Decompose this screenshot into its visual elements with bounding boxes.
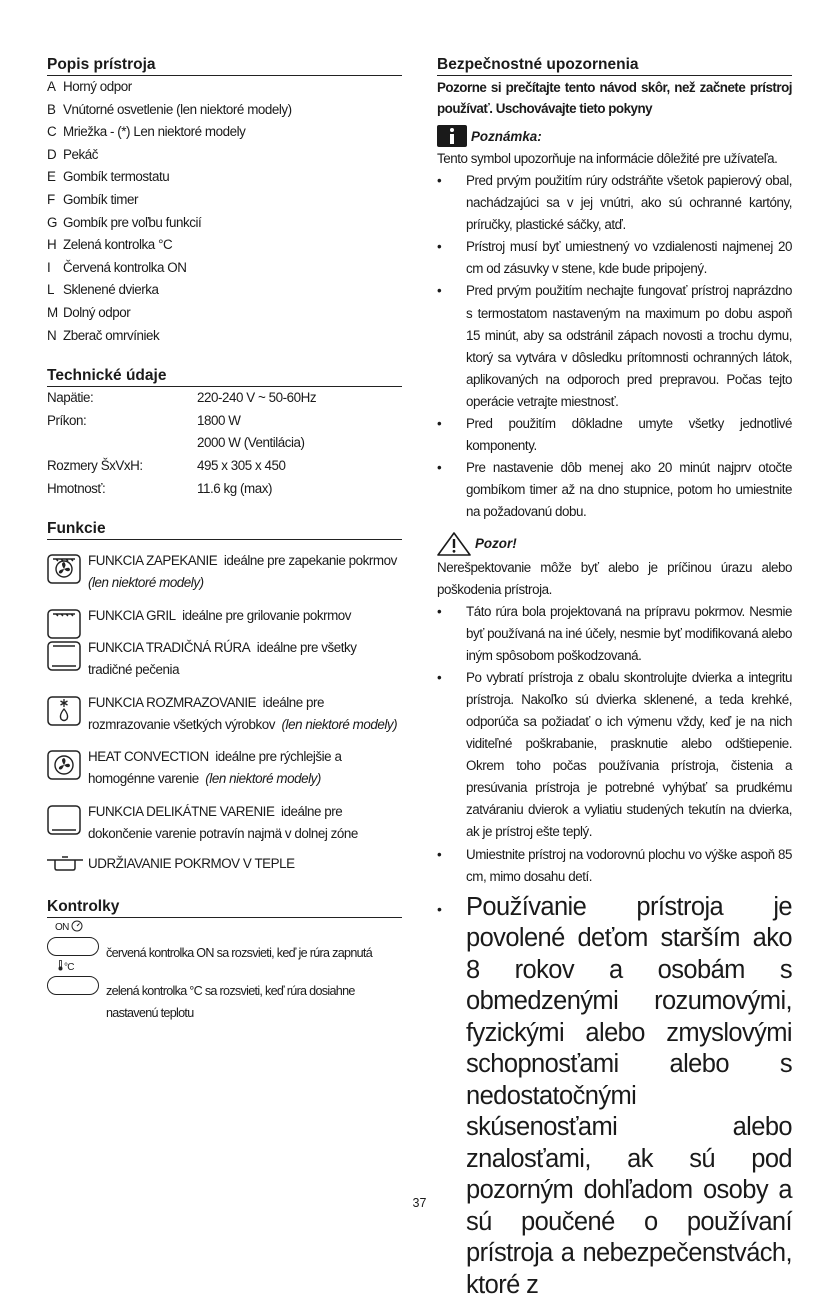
defrost-icon xyxy=(47,696,81,726)
green-light-text: zelená kontrolka °C sa rozsvieti, keď rúra dosiahne nastavenú teplotu xyxy=(106,983,355,1020)
parts-item-letter: C xyxy=(47,124,57,140)
parts-item-text: Dolný odpor xyxy=(63,304,131,320)
function-item xyxy=(47,637,402,682)
red-light-text: červená kontrolka ON sa rozsvieti, keď je rúra zapnutá xyxy=(106,945,373,960)
parts-item-letter: M xyxy=(47,304,58,320)
tech-key xyxy=(47,432,197,455)
page-number: 37 xyxy=(412,1196,427,1210)
traditional-icon xyxy=(47,641,81,671)
green-light-indicator xyxy=(47,976,99,995)
temp-label: °C xyxy=(57,960,74,975)
parts-item xyxy=(47,302,402,325)
parts-item-letter: E xyxy=(47,169,56,185)
tech-row xyxy=(47,387,402,410)
tech-row xyxy=(47,455,402,478)
tech-title: Technické údaje xyxy=(47,367,402,387)
function-name: HEAT CONVECTION xyxy=(88,749,209,765)
parts-item xyxy=(47,189,402,212)
note-label: Poznámka: xyxy=(471,128,542,144)
parts-section xyxy=(47,56,402,347)
function-desc: ideálne pre rýchlejšie a homogénne varenie xyxy=(88,749,342,787)
on-label: ON xyxy=(55,920,83,935)
parts-item-letter: H xyxy=(47,237,57,253)
tech-value: 495 x 305 x 450 xyxy=(197,457,286,473)
functions-title: Funkcie xyxy=(47,520,402,540)
tech-row xyxy=(47,432,402,455)
bullet-item: • Prístroj musí byť umiestnený vo vzdialenosti najmenej 20 cm od zásuvky v stene, kde bude pripojený. xyxy=(437,236,792,280)
tech-key: Hmotnosť: xyxy=(47,480,106,496)
parts-item xyxy=(47,144,402,167)
children-bullet-list xyxy=(437,892,792,1301)
function-desc: ideálne pre všetky tradičné pečenia xyxy=(88,639,357,678)
tech-value: 220-240 V ~ 50-60Hz xyxy=(197,390,317,406)
function-desc: ideálne pre dokončenie varenie potravín najmä v dolnej zóne xyxy=(88,803,358,842)
bullet-item: • Táto rúra bola projektovaná na prípravu pokrmov. Nesmie byť používaná na iné účely, nesmie byť modifikovaná alebo iným spôsobom poškodzovaná. xyxy=(437,601,792,667)
info-icon xyxy=(437,125,467,147)
parts-item-text: Gombík pre voľbu funkcií xyxy=(63,214,202,230)
parts-item-text: Pekáč xyxy=(63,146,98,162)
function-name: FUNKCIA ROZMRAZOVANIE xyxy=(88,694,257,710)
warning-text: Nerešpektovanie môže byť alebo je príčinou úrazu alebo poškodenia prístroja. xyxy=(437,559,792,597)
parts-item-text: Vnútorné osvetlenie (len niektoré modely) xyxy=(63,101,292,117)
keepwarm-label: UDRŽIAVANIE POKRMOV V TEPLE xyxy=(88,856,295,872)
function-name: FUNKCIA GRIL xyxy=(88,607,176,623)
children-bullet: • Používanie prístroja je povolené deťom starším ako 8 rokov a osobám s obmedzenými rozumovými, fyzickými alebo zmyslovými schopnosťami alebo s nedostatočnými skúsenosťami alebo znalosťami, ak sú pod pozorným dohľadom osoby a sú poučené o používaní prístroja a nebezpečenstvách, ktoré z xyxy=(437,892,792,1301)
bullet-item: • Umiestnite prístroj na vodorovnú plochu vo výške aspoň 85 cm, mimo dosahu detí. xyxy=(437,844,792,888)
parts-item xyxy=(47,212,402,235)
parts-item-letter: L xyxy=(47,282,54,298)
tech-key: Rozmery ŠxVxH: xyxy=(47,457,143,473)
parts-item-text: Červená kontrolka ON xyxy=(63,259,187,275)
parts-item-letter: F xyxy=(47,191,55,207)
functions-section xyxy=(47,520,402,876)
tech-key: Príkon: xyxy=(47,412,87,428)
fan-grill-icon xyxy=(47,554,81,584)
function-item xyxy=(47,692,402,737)
parts-item-letter: B xyxy=(47,101,56,117)
bullet-item: • Pred prvým použitím nechajte fungovať prístroj naprázdno s termostatom nastaveným na maximum po dobu aspoň 15 minút, aby sa odstránil zápach novosti a trochu dymu, ktorý sa vytvára v dôsledku prítomnosti ochranných látok, aplikovaných na odporoch pred prepravou. Počas tejto operácie vetrajte miestnosť. xyxy=(437,280,792,413)
keepwarm-icon xyxy=(47,856,83,872)
function-note: (len niektoré modely) xyxy=(88,575,204,591)
function-name: FUNKCIA TRADIČNÁ RÚRA xyxy=(88,639,251,655)
tech-value: 11.6 kg (max) xyxy=(197,480,273,496)
parts-item xyxy=(47,325,402,348)
tech-section xyxy=(47,367,402,500)
function-item xyxy=(47,801,402,846)
parts-title: Popis prístroja xyxy=(47,56,402,76)
function-item xyxy=(47,746,402,791)
warning-label: Pozor! xyxy=(475,536,517,551)
timer-icon xyxy=(71,920,83,932)
lights-body xyxy=(47,918,402,1038)
parts-item xyxy=(47,121,402,144)
function-note: (len niektoré modely) xyxy=(205,771,321,787)
parts-item-text: Sklenené dvierka xyxy=(63,282,159,298)
bullet-item: • Pred prvým použitím rúry odstráňte všetok papierový obal, nachádzajúci sa v jej vnútri, ako sú ochranné kartóny, príručky, plastické sáčky, atď. xyxy=(437,170,792,236)
parts-item xyxy=(47,257,402,280)
note-text: Tento symbol upozorňuje na informácie dôležité pre užívateľa. xyxy=(437,151,778,166)
note-heading xyxy=(437,125,792,147)
parts-item-letter: N xyxy=(47,327,57,343)
function-note: (len niektoré modely) xyxy=(281,716,398,732)
function-desc: ideálne pre zapekanie pokrmov xyxy=(223,553,397,569)
parts-item xyxy=(47,166,402,189)
function-desc: ideálne pre rozmrazovanie všetkých výrobkov xyxy=(88,694,324,732)
grill-icon xyxy=(47,609,81,639)
right-column xyxy=(437,56,792,1301)
parts-item-letter: I xyxy=(47,259,51,275)
safety-title: Bezpečnostné upozornenia xyxy=(437,56,792,76)
parts-item-letter: D xyxy=(47,146,57,162)
left-column xyxy=(47,56,402,1038)
bullet-item: • Pred použitím dôkladne umyte všetky jednotlivé komponenty. xyxy=(437,413,792,457)
parts-item-text: Gombík timer xyxy=(63,191,138,207)
tech-table xyxy=(47,387,402,500)
thermometer-icon xyxy=(57,960,64,971)
warning-bullets xyxy=(437,601,792,888)
bullet-item: • Pre nastavenie dôb menej ako 20 minút najprv otočte gombíkom timer až na dno stupnice, potom ho umiestnite na požadovanú dobu. xyxy=(437,457,792,523)
function-desc: ideálne pre grilovanie pokrmov xyxy=(182,607,352,623)
safety-subtitle: Pozorne si prečítajte tento návod skôr, než začnete prístroj používať. Uschovávajte tieto pokyny xyxy=(437,80,792,116)
parts-item xyxy=(47,279,402,302)
parts-item-text: Gombík termostatu xyxy=(63,169,170,185)
warning-icon xyxy=(437,532,471,556)
parts-item-text: Horný odpor xyxy=(63,79,132,94)
bottom-heat-icon xyxy=(47,805,81,835)
parts-item-letter: A xyxy=(47,79,56,94)
parts-item-text: Mriežka - (*) Len niektoré modely xyxy=(63,124,246,140)
tech-row xyxy=(47,478,402,501)
parts-item-letter: G xyxy=(47,214,57,230)
parts-item-text: Zelená kontrolka °C xyxy=(63,237,173,253)
parts-list xyxy=(47,76,402,347)
lights-section xyxy=(47,898,402,1038)
function-name: FUNKCIA ZAPEKANIE xyxy=(88,553,218,569)
fan-icon xyxy=(47,750,81,780)
warning-heading xyxy=(437,532,792,556)
parts-item xyxy=(47,76,402,99)
parts-item xyxy=(47,234,402,257)
note-bullets xyxy=(437,170,792,524)
tech-row xyxy=(47,410,402,433)
function-item xyxy=(47,605,402,627)
bullet-item: • Po vybratí prístroja z obalu skontrolujte dvierka a integritu prístroja. Nakoľko sú dvierka sklenené, a teda krehké, odporúča sa požiadať o ich výmenu vždy, keď je na nich viditeľné poškrabanie, prasknutie alebo odštiepenie. Okrem toho počas používania prístroja, čistenia a presúvania prístroja je potrebné vyhýbať sa prudkému zatváraniu dvierok a vyliatiu studených tekutín na dvierka, ak je prístroj ešte teplý. xyxy=(437,667,792,844)
function-item xyxy=(47,550,402,595)
lights-title: Kontrolky xyxy=(47,898,402,918)
parts-item xyxy=(47,99,402,122)
function-name: FUNKCIA DELIKÁTNE VARENIE xyxy=(88,803,275,819)
parts-item-text: Zberač omrvíniek xyxy=(63,327,160,343)
tech-key: Napätie: xyxy=(47,390,94,406)
tech-value: 2000 W (Ventilácia) xyxy=(197,435,305,451)
red-light-indicator xyxy=(47,937,99,956)
keepwarm-function xyxy=(47,853,402,875)
functions-list xyxy=(47,550,402,845)
tech-value: 1800 W xyxy=(197,412,241,428)
